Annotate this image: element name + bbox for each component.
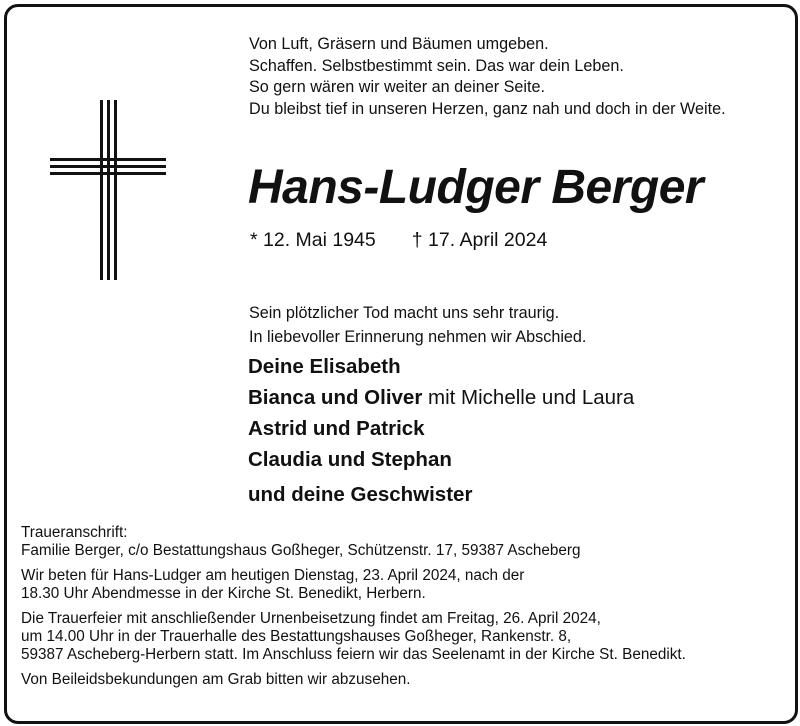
mourner-extra: mit Michelle und Laura [422,386,635,409]
mourner-row [248,351,634,382]
address-label: Traueranschrift: [21,524,128,541]
ceremony-line: um 14.00 Uhr in der Trauerhalle des Bestattungshauses Goßheger, Rankenstr. 8, [21,628,572,645]
birth-date: * 12. Mai 1945 [250,229,376,251]
death-date: † 17. April 2024 [411,229,548,251]
prayer-line: 18.30 Uhr Abendmesse in der Kirche St. Benedikt, Herbern. [21,585,426,602]
poem [249,34,726,121]
address: Familie Berger, c/o Bestattungshaus Goßheger, Schützenstr. 17, 59387 Ascheberg [21,542,581,559]
poem-line: Von Luft, Gräsern und Bäumen umgeben. [249,35,549,53]
farewell-intro [249,301,586,349]
notice-footer [21,524,686,689]
deceased-name: Hans-Ludger Berger [248,161,704,214]
ceremony-line: 59387 Ascheberg-Herbern statt. Im Anschluss feiern wir das Seelenamt in der Kirche St. Benedikt. [21,646,686,663]
mourners-list [248,351,634,510]
mourner-names: Deine Elisabeth [248,355,401,378]
mourner-row [248,413,634,444]
poem-line: So gern wären wir weiter an deiner Seite. [249,78,546,97]
mourner-row [248,444,634,475]
ceremony-line: Die Trauerfeier mit anschließender Urnenbeisetzung findet am Freitag, 26. April 2024, [21,610,601,627]
cross-icon [50,100,170,280]
mourner-row [248,479,634,510]
mourner-names: Bianca und Oliver [248,386,423,409]
mourner-row [248,382,634,413]
poem-line: Schaffen. Selbstbestimmt sein. Das war dein Leben. [249,56,624,75]
intro-line: Sein plötzlicher Tod macht uns sehr traurig. [249,304,560,322]
mourner-names: Astrid und Patrick [248,417,425,440]
condolence-note: Von Beileidsbekundungen am Grab bitten wir abzusehen. [21,671,411,688]
mourner-names: Claudia und Stephan [248,448,452,471]
poem-line: Du bleibst tief in unseren Herzen, ganz nah und doch in der Weite. [249,100,726,119]
prayer-line: Wir beten für Hans-Ludger am heutigen Dienstag, 23. April 2024, nach der [21,567,525,584]
life-dates [250,229,547,252]
mourner-names: und deine Geschwister [248,483,473,506]
intro-line: In liebevoller Erinnerung nehmen wir Abschied. [249,328,587,346]
